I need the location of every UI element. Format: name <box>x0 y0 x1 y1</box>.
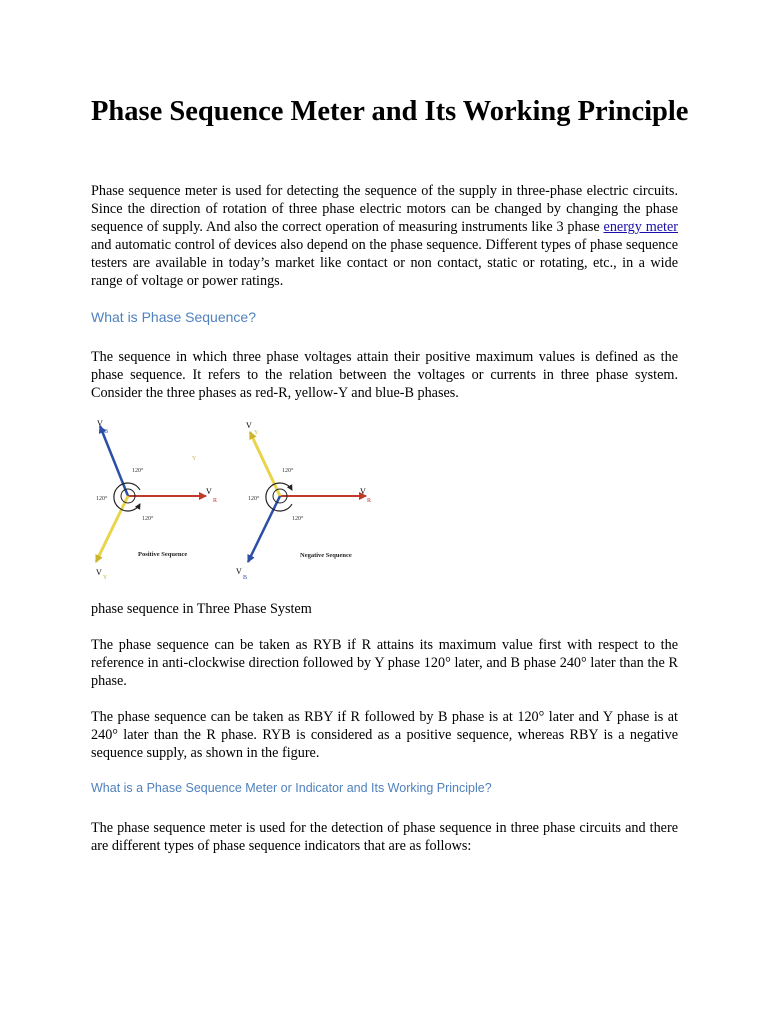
section-heading-phase-sequence: What is Phase Sequence? <box>91 309 256 325</box>
positive-vb-subscript: B <box>104 429 109 435</box>
positive-angle-left: 120° <box>96 496 108 502</box>
neg-vb-phasor <box>248 496 280 562</box>
positive-angle-bottom: 120° <box>142 516 154 522</box>
negative-vy-label: V <box>246 421 252 430</box>
energy-meter-link[interactable]: energy meter <box>603 219 679 235</box>
intro-text-start: Phase sequence meter is used for detecting the sequence of the supply in three-phase electric circuits. Since the direction of rotation of three phase electric motors can be changed by changing the phase sequence of supply. And also the correct operation of measuring instruments like 3 phase <box>91 183 678 235</box>
positive-vy-label: V <box>96 568 102 577</box>
negative-vr-label: V <box>360 487 366 496</box>
intro-paragraph <box>91 182 678 290</box>
rby-explanation-paragraph: The phase sequence can be taken as RYB if R attains its maximum value first with respect to the reference in anti-clockwise direction followed by Y phase 120° later, and B phase 240° later than the R phase. <box>91 637 678 689</box>
phase-sequence-meter-paragraph: The phase sequence meter is used for the detection of phase sequence in three phase circuits and there are different types of phase sequence indicators that are as follows: <box>91 820 678 854</box>
positive-vr-label: V <box>206 487 212 496</box>
vb-phasor <box>100 426 128 496</box>
negative-vb-subscript: B <box>243 575 248 581</box>
positive-sequence-diagram <box>96 419 217 581</box>
intro-text-end: and automatic control of devices also depend on the phase sequence. Different types of phase sequence testers are available in today’s market like contact or non contact, static or rotating, etc., in a wide range of voltage or power ratings. <box>91 237 678 289</box>
positive-y-float-label: Y <box>192 456 197 462</box>
figure-caption: phase sequence in Three Phase System <box>91 601 312 617</box>
positive-vr-subscript: R <box>213 498 218 504</box>
negative-vy-subscript: Y <box>254 430 259 436</box>
negative-vb-label: V <box>236 567 242 576</box>
section-heading-phase-sequence-meter: What is a Phase Sequence Meter or Indicator and Its Working Principle? <box>91 781 492 795</box>
phase-sequence-paragraph: The sequence in which three phase voltages attain their positive maximum values is defined as the phase sequence. It refers to the relation between the voltages or currents in three phase system. Consider the three phases as red-R, yellow-Y and blue-B phases. <box>91 349 678 401</box>
positive-sequence-label: Positive Sequence <box>138 551 188 558</box>
negative-sequence-label: Negative Sequence <box>300 552 352 559</box>
negative-angle-left: 120° <box>248 496 260 502</box>
negative-sequence-diagram <box>236 421 371 581</box>
positive-angle-top: 120° <box>132 468 144 474</box>
negative-angle-top: 120° <box>282 468 294 474</box>
negative-vr-subscript: R <box>367 498 372 504</box>
vy-phasor <box>96 496 128 562</box>
neg-vy-phasor <box>250 432 280 496</box>
positive-vy-subscript: Y <box>103 575 108 581</box>
negative-angle-bottom: 120° <box>292 516 304 522</box>
positive-vb-label: V <box>97 419 103 428</box>
page-title: Phase Sequence Meter and Its Working Principle <box>91 96 689 127</box>
rby-negative-paragraph: The phase sequence can be taken as RBY if R followed by B phase is at 120° later and Y phase is at 240° later than the R phase. RYB is considered as a positive sequence, whereas RBY is a negative sequence supply, as shown in the figure. <box>91 709 678 761</box>
phase-sequence-figure <box>88 412 388 587</box>
